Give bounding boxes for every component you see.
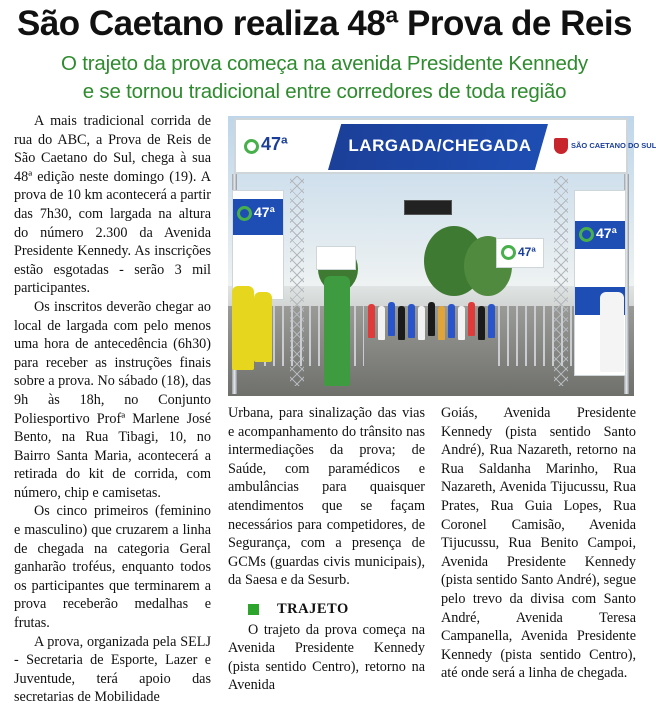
paragraph: Urbana, para sinalização das vias e acompanhamento do trânsito nas intermediações da prova; de Saúde, com paramédicos e ambulâncias para quaisquer atendimentos que se façam necessários para competidores, de Segurança, com a presença de GCMs (guardas civis municipais), da Saesa e da Sesurb. [228, 405, 425, 589]
paragraph: Os inscritos deverão chegar ao local de largada com pelo menos uma hora de antecedência (6h30) para receber as instruções finais sobre a prova. No sábado (18), das 9h às 18h, no Conjunto Poliesportivo Profª Marlene José Bento, na Rua Tibagi, 10, no Bairro Santa Maria, acontecerá a retirada do kit de corrida, com número, chip e camisetas. [14, 298, 211, 501]
photo-runner [428, 302, 435, 336]
race-logo-number: 47ª [518, 245, 536, 259]
photo-official [232, 286, 254, 370]
photo-runner [458, 306, 465, 340]
paragraph: O trajeto da prova começa na Avenida Presidente Kennedy (pista sentido Centro), retorno na Avenida [228, 621, 425, 694]
pillar-logo [579, 225, 617, 242]
race-logo-icon [244, 139, 259, 154]
race-logo-icon [579, 227, 594, 242]
left-pillar-sign [232, 190, 284, 300]
city-logo-text: SÃO CAETANO DO SUL [571, 140, 656, 150]
small-sign-logo [501, 245, 536, 260]
subheadline-line-2: e se tornou tradicional entre corredores de toda região [82, 80, 567, 103]
banner-text: LARGADA/CHEGADA [348, 136, 532, 155]
race-logo-icon [501, 245, 516, 260]
section-heading [248, 600, 425, 619]
pillar-logo [237, 204, 275, 221]
photo-runner [398, 306, 405, 340]
small-sign [316, 246, 356, 270]
photo-official [324, 276, 350, 386]
paragraph: Os cinco primeiros (feminino e masculino) que cruzarem a linha de chegada na categoria Geral ganharão troféus, enquanto todos os participantes que terminarem a prova receberão medalhas e frutas. [14, 503, 211, 632]
photo-runner [408, 304, 415, 338]
paragraph: Goiás, Avenida Presidente Kennedy (pista sentido Santo André), Rua Nazareth, retorno na Rua Saldanha Marinho, Rua Nazareth, Avenida Tijucussu, Rua Prates, Rua Guia Lopes, Rua Coronel Camisão, Avenida Tijucussu, Rua Benito Campoi, Avenida Presidente Kennedy (pista sentido Santo André), segue pelo trevo da divisa com Santo André, Avenida Teresa Campanella, Avenida Presidente Kennedy (pista sentido Centro), até onde será a linha de chegada. [441, 405, 636, 682]
section-heading-text: TRAJETO [277, 600, 349, 617]
headline: São Caetano realiza 48ª Prova de Reis [16, 4, 633, 43]
photo-runner [488, 304, 495, 338]
photo-runner [468, 302, 475, 336]
photo-runner [388, 302, 395, 336]
paragraph: A prova, organizada pela SELJ - Secretaria de Esporte, Lazer e Juventude, terá apoio das secretarias de Mobilidade [14, 633, 211, 706]
race-logo-number: 47ª [254, 204, 275, 220]
photo-runner [448, 304, 455, 338]
photo-runner [378, 306, 385, 340]
race-logo-icon [237, 206, 252, 221]
city-shield-icon [554, 138, 568, 154]
photo-runner [478, 306, 485, 340]
finish-banner [234, 118, 656, 174]
small-sign [496, 238, 544, 268]
race-photo [228, 116, 656, 396]
race-logo-number: 47ª [261, 134, 288, 154]
photo-fence [498, 306, 574, 366]
paragraph: A mais tradicional corrida de rua do ABC, a Prova de Reis de São Caetano do Sul, chega à sua 48ª edição neste domingo (19). A prova de 10 km acontecerá a partir das 7h30, com largada na altura do número 2.300 da Avenida Presidente Kennedy. As inscrições estão esgotadas - serão 3 mil participantes. [14, 113, 211, 297]
photo-runner [438, 306, 445, 340]
subheadline-line-1: O trajeto da prova começa na avenida Presidente Kennedy [61, 52, 588, 75]
race-logo-number: 47ª [596, 225, 617, 241]
article-column-3 [441, 404, 636, 683]
photo-official [254, 292, 272, 362]
green-square-icon [248, 604, 259, 615]
photo-runner [418, 306, 425, 340]
race-logo [244, 134, 288, 155]
city-logo [554, 138, 656, 154]
article-column-1 [14, 112, 211, 707]
race-clock [404, 200, 452, 215]
photo-spectator [600, 292, 624, 372]
article-column-2 [228, 404, 425, 695]
photo-runner [368, 304, 375, 338]
